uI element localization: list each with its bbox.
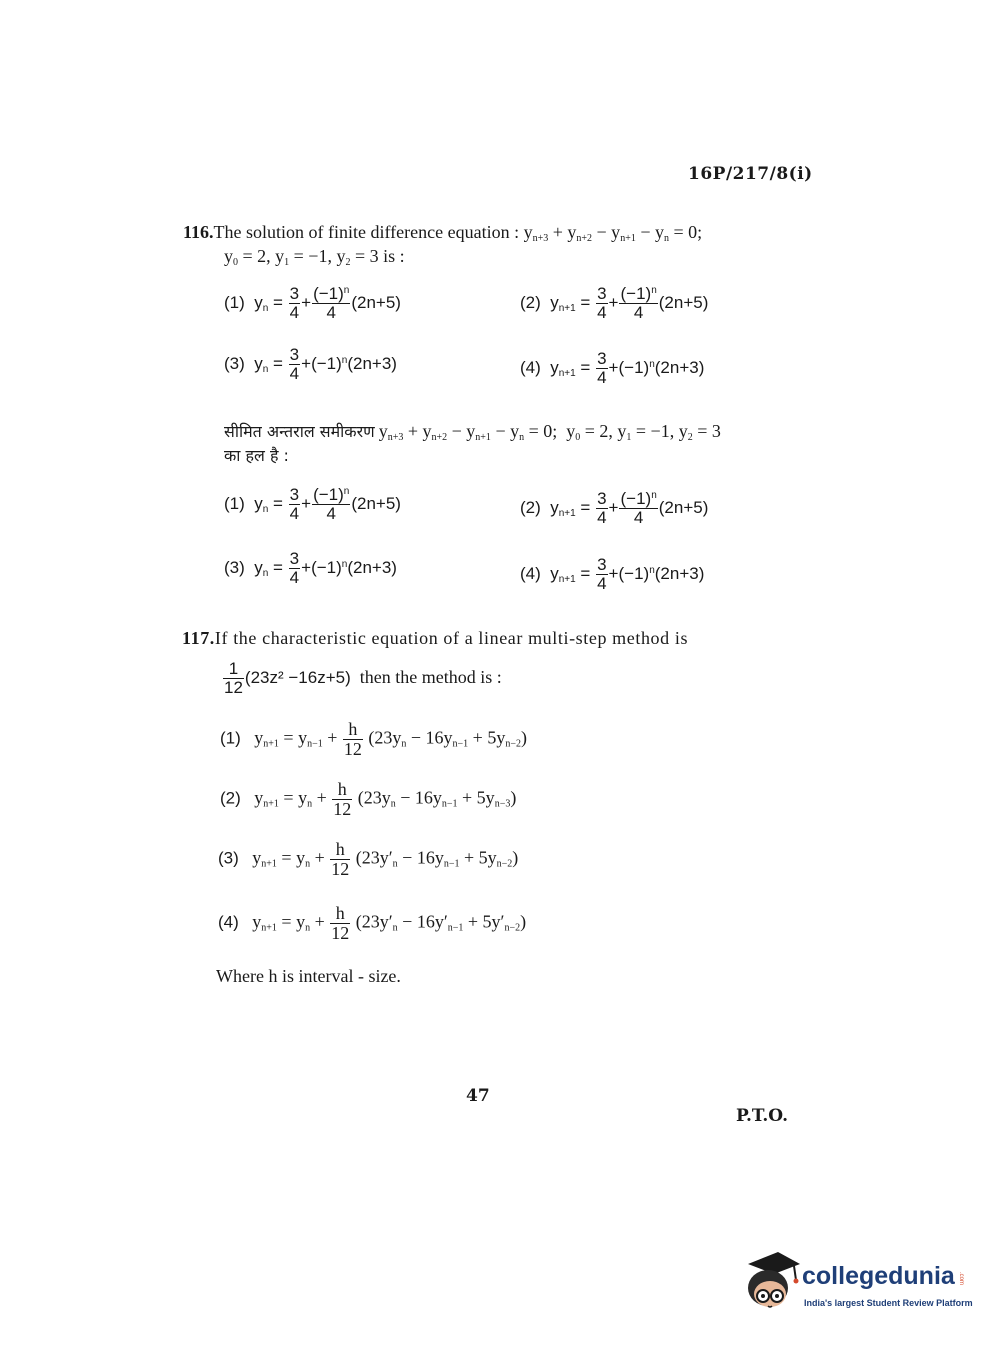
q116-hi-option-4[interactable]: (4) $y_{n+1}$ = $\frac{3}{4}$ $+(-1)^n(2n+3)$ (520, 555, 705, 593)
question-number: 116. (183, 222, 214, 242)
mascot-icon (744, 1250, 802, 1312)
hindi-text: सीमित अन्तराल समीकरण (224, 422, 375, 441)
difference-equation: $y_{n+3} + y_{n+2} - y_{n+1} - y_n = 0$; (523, 222, 703, 244)
brand-suffix: .com (958, 1272, 964, 1286)
q117-option-3[interactable]: (3) $y_{n+1} = y_n$ + $\frac{h}{12}$ $(23y'_n - 16y_{n-1} + 5y_{n-2})$ (218, 839, 519, 879)
pto-label: P.T.O. (736, 1106, 788, 1126)
question-text: If the characteristic equation of a linear multi-step method is (214, 628, 689, 648)
q116-option-3[interactable]: (3) $y_n$ = $\frac{3}{4}$ $+(-1)^n(2n+3)$ (224, 345, 397, 383)
initial-conditions: $y_0 = 2$, $y_1 = -1$, $y_2 = 3$ is : (224, 246, 405, 268)
paper-code: 16P/217/8(i) (688, 164, 813, 184)
question-116-stem (183, 222, 702, 244)
q117-option-1[interactable]: (1) $y_{n+1} = y_{n-1}$ + $\frac{h}{12}$ $(23y_n - 16y_{n-1} + 5y_{n-2})$ (220, 719, 527, 759)
question-number: 117. (182, 628, 215, 648)
q116-option-1[interactable]: (1) $y_n$ = $\frac{3}{4}$ + $\frac{(-1)^n}{4}$ (2n+5) (224, 284, 401, 322)
page-number: 47 (466, 1086, 490, 1106)
q116-hi-option-1[interactable]: (1) $y_n$ = $\frac{3}{4}$ + $\frac{(-1)^n}{4}$ (2n+5) (224, 485, 401, 523)
q116-option-4[interactable]: (4) $y_{n+1}$ = $\frac{3}{4}$ $+(-1)^n(2n+3)$ (520, 349, 705, 387)
question-text: The solution of finite difference equation : (213, 222, 520, 242)
characteristic-polynomial: $\frac{1}{12}$ (23z² −16z+5) then the method is : (224, 659, 502, 697)
question-116-hindi (224, 420, 721, 443)
q116-option-2[interactable]: (2) $y_{n+1}$ = $\frac{3}{4}$ + $\frac{(-1)^n}{4}$ (2n+5) (520, 284, 709, 322)
collegedunia-watermark (744, 1250, 973, 1320)
q116-hi-option-3[interactable]: (3) $y_n$ = $\frac{3}{4}$ $+(-1)^n(2n+3)$ (224, 549, 397, 587)
hindi-equation: $y_{n+3} + y_{n+2} - y_{n+1} - y_n = 0$; $y_0 = 2$, $y_1 = -1$, $y_2 = 3$ (378, 421, 721, 443)
brand-tagline: India's largest Student Review Platform (804, 1298, 973, 1308)
q117-option-4[interactable]: (4) $y_{n+1} = y_n$ + $\frac{h}{12}$ $(23y'_n - 16y'_{n-1} + 5y'_{n-2})$ (218, 903, 527, 943)
hindi-text-end: का हल है : (224, 446, 289, 465)
interval-note: Where h is interval - size. (216, 966, 401, 986)
question-117-stem (182, 628, 688, 649)
q116-hi-option-2[interactable]: (2) $y_{n+1}$ = $\frac{3}{4}$ + $\frac{(-1)^n}{4}$ (2n+5) (520, 489, 709, 527)
brand-name: collegedunia (802, 1262, 955, 1290)
q117-option-2[interactable]: (2) $y_{n+1} = y_n$ + $\frac{h}{12}$ $(23y_n - 16y_{n-1} + 5y_{n-3})$ (220, 779, 517, 819)
